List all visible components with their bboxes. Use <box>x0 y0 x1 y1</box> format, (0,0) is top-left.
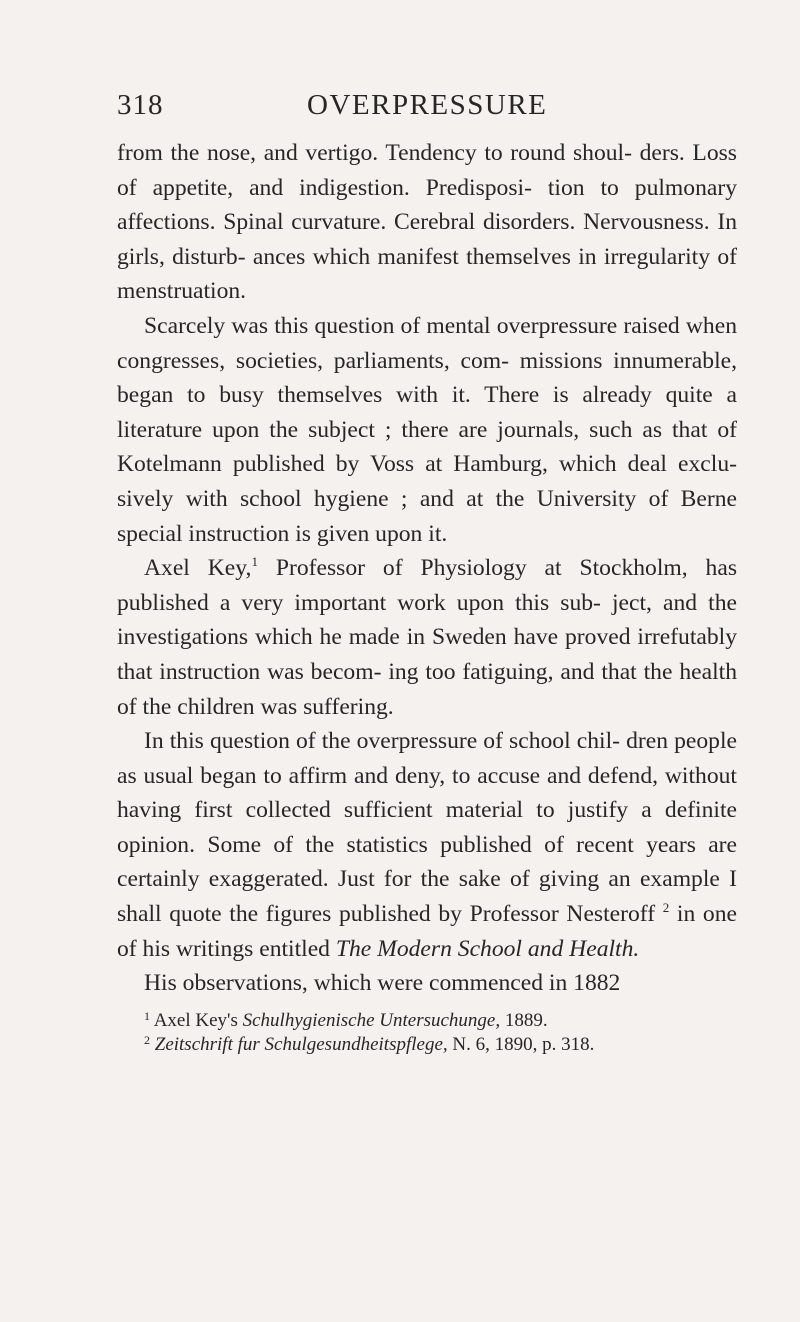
running-title: OVERPRESSURE <box>307 89 548 121</box>
paragraph-overpressure-literature: Scarcely was this question of mental overpressure raised when congresses, societies, parliaments, com- missions innumerable, began to busy themselves with it. There is already quite a literature upon the subject ; there are journals, such as that of Kotelmann published by Voss at Hamburg, which deal exclu- sively with school hygiene ; and at the University of Berne special instruction is given upon it. <box>117 312 737 547</box>
footnote-reference-1[interactable]: 1 <box>251 554 258 570</box>
footnote-reference-2[interactable]: 2 <box>662 900 670 916</box>
paragraph-text: In this question of the overpressure of school chil- dren people as usual began to affirm and deny, to accuse and defend, without having first collected sufficient material to justify a definite opinion. Some of the statistics published of recent years are certainly exaggerated. Just for the sake of giving an example I shall quote the figures published by Professor Nesteroff <box>117 728 737 928</box>
footnote-text: N. 6, 1890, p. 318. <box>447 1033 595 1055</box>
paragraph-continued: from the nose, and vertigo. Tendency to round shoul- ders. Loss of appetite, and indigestion. Predisposi- tion to pulmonary affections. Spinal curvature. Cerebral disorders. Nervousness. In girls, disturb- ances which manifest themselves in irregularity of menstruation. <box>117 140 737 305</box>
main-text <box>117 136 737 1001</box>
paragraph-observations: His observations, which were commenced in 1882 <box>144 970 621 997</box>
paragraph-axel-key <box>117 551 737 724</box>
footnote-text: 1889. <box>500 1009 548 1031</box>
book-page <box>117 84 737 1057</box>
paragraph-text: in one of his writings entitled <box>117 901 737 962</box>
footnote-2 <box>144 1033 737 1057</box>
footnote-title: Zeitschrift fur Schulgesundheitspflege, <box>154 1033 448 1055</box>
footnote-1 <box>144 1009 737 1033</box>
footnotes <box>117 1009 737 1057</box>
footnote-title: Schulhygienische Untersuchunge, <box>242 1009 501 1031</box>
paragraph-text: Axel Key, <box>144 555 252 582</box>
italic-book-title: The Modern School and Health. <box>335 935 640 962</box>
paragraph-school-children <box>117 724 737 966</box>
footnote-marker: 1 <box>144 1008 150 1023</box>
footnote-text: Axel Key's <box>150 1009 243 1031</box>
page-number: 318 <box>117 89 164 121</box>
footnote-marker: 2 <box>144 1032 150 1047</box>
page-header <box>117 84 737 126</box>
paragraph-text: Professor of Physiology at Stockholm, has published a very important work upon this sub- ject, and the investigations which he made in Sweden have proved irrefutably that instruction was becom- ing too fatiguing, and that the health of the children was suffering. <box>117 555 738 720</box>
